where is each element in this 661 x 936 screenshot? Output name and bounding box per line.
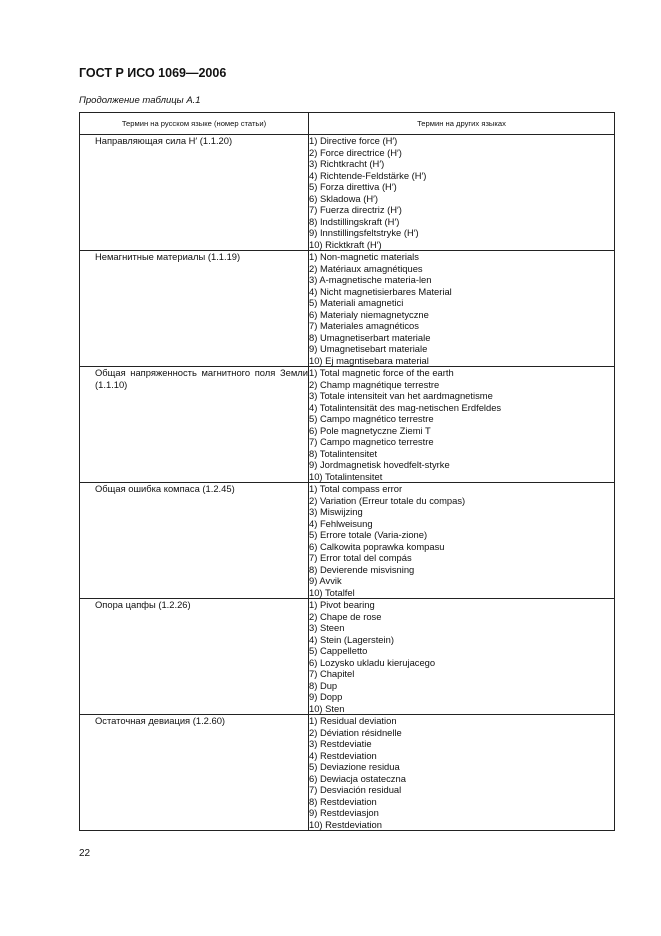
translation-item: 1) Pivot bearing bbox=[309, 599, 375, 610]
translation-item: 7) Error total del compás bbox=[309, 552, 412, 563]
russian-term: Общая ошибка компаса (1.2.45) bbox=[95, 483, 235, 494]
translation-item: 1) Non-magnetic materials bbox=[309, 251, 419, 262]
translation-item: 3) Miswijzing bbox=[309, 506, 363, 517]
table-row bbox=[80, 483, 615, 599]
translation-item: 1) Directive force (H′) bbox=[309, 135, 398, 146]
translations-cell bbox=[309, 599, 615, 715]
translation-item: 10) Restdeviation bbox=[309, 818, 382, 830]
translation-item: 2) Force directrice (H′) bbox=[309, 146, 402, 158]
translation-item: 3) Restdeviatie bbox=[309, 738, 372, 749]
translation-item: 4) Fehlweisung bbox=[309, 517, 373, 529]
translation-item: 9) Umagnetisebart materiale bbox=[309, 343, 428, 354]
translation-item: 6) Pole magnetyczne Ziemi T bbox=[309, 424, 431, 436]
table-body bbox=[80, 135, 615, 831]
table-header-row bbox=[80, 113, 615, 135]
column-header-other-languages: Термин на других языках bbox=[309, 113, 615, 135]
translation-item: 9) Avvik bbox=[309, 575, 342, 586]
translation-item: 6) Skladowa (H′) bbox=[309, 192, 378, 204]
translation-item: 7) Chapitel bbox=[309, 668, 355, 679]
translation-item: 4) Nicht magnetisierbares Material bbox=[309, 285, 452, 297]
translation-item: 3) Richtkracht (H′) bbox=[309, 158, 385, 169]
translation-item: 6) Lozysko ukladu kierujacego bbox=[309, 656, 436, 668]
translation-item: 8) Restdeviation bbox=[309, 795, 377, 807]
russian-term-cell bbox=[80, 599, 309, 715]
translation-item: 8) Totalintensitet bbox=[309, 447, 378, 459]
translation-item: 5) Campo magnético terrestre bbox=[309, 413, 434, 424]
table-row bbox=[80, 251, 615, 367]
table-row bbox=[80, 599, 615, 715]
table-continuation-caption: Продолжение таблицы А.1 bbox=[79, 95, 201, 106]
russian-term: Немагнитные материалы (1.1.19) bbox=[95, 251, 241, 262]
translation-item: 10) Ej magntisebara material bbox=[309, 354, 429, 366]
translations-cell bbox=[309, 251, 615, 367]
russian-term: Направляющая сила H′ (1.1.20) bbox=[95, 135, 233, 146]
translation-item: 9) Restdeviasjon bbox=[309, 807, 379, 818]
translation-item: 10) Ricktkraft (H′) bbox=[309, 238, 382, 250]
translation-item: 3) Totale intensiteit van het aardmagnetisme bbox=[309, 390, 493, 401]
translation-item: 10) Totalintensitet bbox=[309, 470, 383, 482]
translation-item: 5) Forza direttiva (H′) bbox=[309, 181, 397, 192]
translation-item: 8) Indstillingskraft (H′) bbox=[309, 215, 400, 227]
russian-term: Общая напряженность магнитного поля Земли (1.1.10) bbox=[95, 367, 308, 390]
translation-item: 4) Totalintensität des mag-netischen Erdfeldes bbox=[309, 401, 502, 413]
translation-item: 5) Deviazione residua bbox=[309, 761, 400, 772]
page-number: 22 bbox=[79, 848, 91, 859]
russian-term: Опора цапфы (1.2.26) bbox=[95, 599, 191, 610]
translation-item: 5) Materiali amagnetici bbox=[309, 297, 404, 308]
translation-item: 3) Steen bbox=[309, 622, 345, 633]
translation-item: 7) Materiales amagnéticos bbox=[309, 320, 419, 331]
translation-item: 8) Dup bbox=[309, 679, 338, 691]
translation-item: 7) Campo magnetico terrestre bbox=[309, 436, 434, 447]
translation-item: 5) Errore totale (Varia-zione) bbox=[309, 529, 428, 540]
translation-item: 8) Devierende misvisning bbox=[309, 563, 415, 575]
translation-item: 9) Innstillingsfeltstryke (H′) bbox=[309, 227, 419, 238]
translation-item: 4) Restdeviation bbox=[309, 749, 377, 761]
translation-item: 9) Dopp bbox=[309, 691, 343, 702]
translation-item: 10) Sten bbox=[309, 702, 345, 714]
translation-item: 4) Richtende-Feldstärke (H′) bbox=[309, 169, 427, 181]
russian-term: Остаточная девиация (1.2.60) bbox=[95, 715, 226, 726]
russian-term-cell bbox=[80, 367, 309, 483]
translation-item: 2) Matériaux amagnétiques bbox=[309, 262, 423, 274]
russian-term-cell bbox=[80, 483, 309, 599]
translation-item: 6) Materialy niemagnetyczne bbox=[309, 308, 429, 320]
translation-item: 4) Stein (Lagerstein) bbox=[309, 633, 394, 645]
translation-item: 2) Déviation résidnelle bbox=[309, 726, 402, 738]
table-row bbox=[80, 367, 615, 483]
russian-term-cell bbox=[80, 135, 309, 251]
translation-item: 2) Champ magnétique terrestre bbox=[309, 378, 440, 390]
column-header-russian: Термин на русском языке (номер статьи) bbox=[80, 113, 309, 135]
table-row bbox=[80, 135, 615, 251]
table-row bbox=[80, 715, 615, 831]
translation-item: 2) Chape de rose bbox=[309, 610, 382, 622]
russian-term-cell bbox=[80, 251, 309, 367]
translations-cell bbox=[309, 483, 615, 599]
terms-table bbox=[79, 112, 615, 831]
translation-item: 7) Desviación residual bbox=[309, 784, 402, 795]
translation-item: 1) Total magnetic force of the earth bbox=[309, 367, 454, 378]
translation-item: 2) Variation (Erreur totale du compas) bbox=[309, 494, 466, 506]
translations-cell bbox=[309, 367, 615, 483]
translation-item: 6) Calkowita poprawka kompasu bbox=[309, 540, 445, 552]
document-header: ГОСТ Р ИСО 1069—2006 bbox=[79, 66, 227, 80]
translation-item: 5) Cappelletto bbox=[309, 645, 368, 656]
translation-item: 6) Dewiacja ostateczna bbox=[309, 772, 406, 784]
translation-item: 1) Total compass error bbox=[309, 483, 403, 494]
translation-item: 7) Fuerza directriz (H′) bbox=[309, 204, 402, 215]
translations-cell bbox=[309, 135, 615, 251]
translation-item: 8) Umagnetiserbart materiale bbox=[309, 331, 431, 343]
translations-cell bbox=[309, 715, 615, 831]
translation-item: 10) Totalfel bbox=[309, 586, 355, 598]
translation-item: 3) A-magnetische materia-len bbox=[309, 274, 432, 285]
translation-item: 9) Jordmagnetisk hovedfelt-styrke bbox=[309, 459, 450, 470]
russian-term-cell bbox=[80, 715, 309, 831]
translation-item: 1) Residual deviation bbox=[309, 715, 397, 726]
